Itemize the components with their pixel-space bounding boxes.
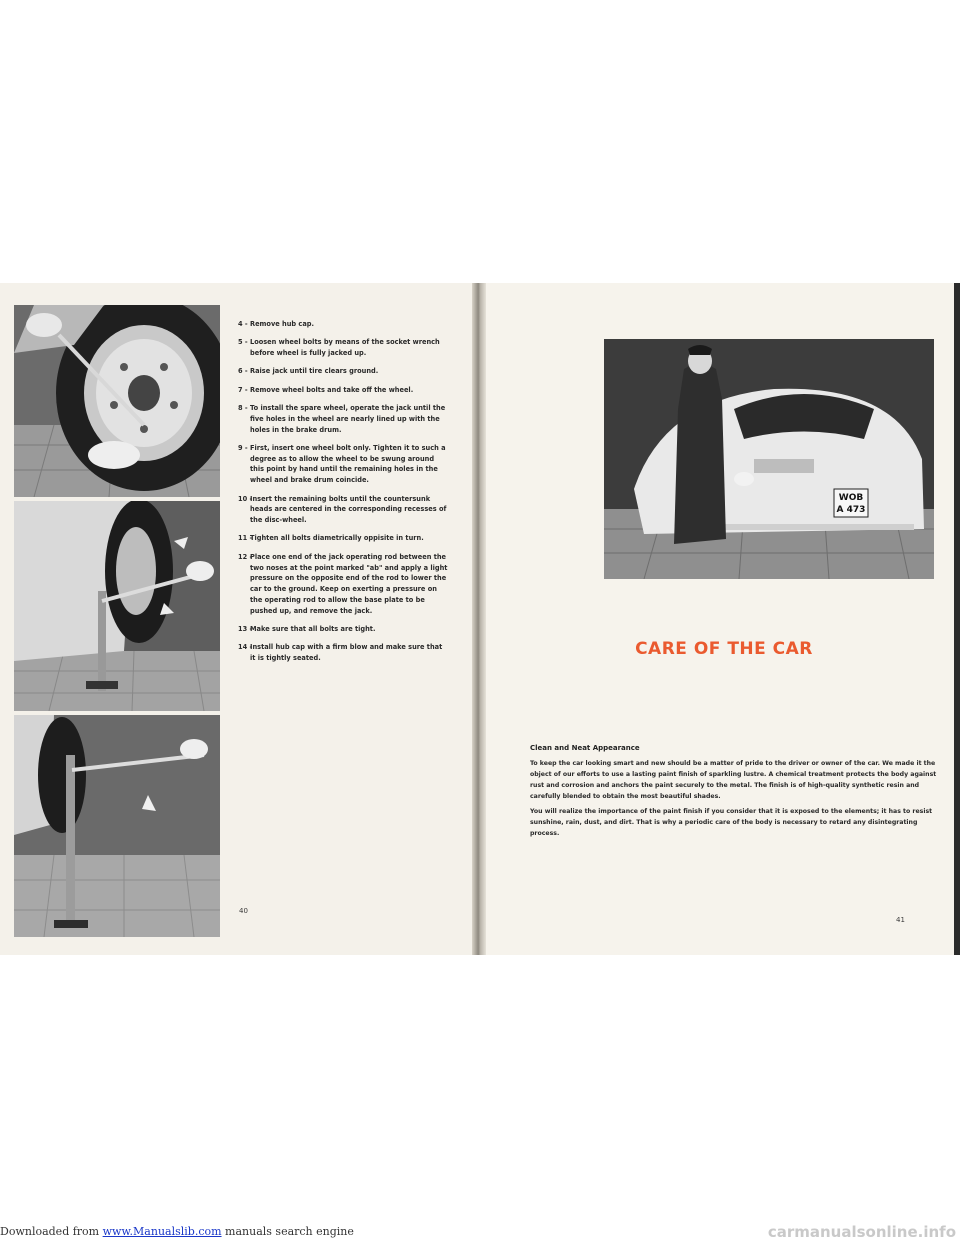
step-number: 10 -	[238, 494, 253, 503]
step-number: 7 -	[238, 385, 248, 394]
hub-cap-illustration	[14, 305, 220, 497]
photo-jack-raise	[14, 501, 220, 711]
step-number: 11 -	[238, 534, 253, 543]
step-number: 5 -	[238, 338, 248, 347]
footer-suffix: manuals search engine	[221, 1225, 354, 1238]
step-number: 13 -	[238, 625, 253, 634]
step-14	[238, 642, 448, 664]
step-9	[238, 443, 448, 486]
photo-jack-lower	[14, 715, 220, 937]
section-title: CARE OF THE CAR	[635, 639, 813, 659]
step-6	[238, 366, 448, 377]
watermark-brand: carmanualsonline.info	[767, 1223, 956, 1241]
step-12	[238, 552, 448, 617]
photo-hub-cap	[14, 305, 220, 497]
step-text: Make sure that all bolts are tight.	[250, 625, 376, 634]
step-11	[238, 533, 448, 544]
paragraph-2: You will realize the importance of the paint finish if you consider that it is exposed to the elements; it has to resist sunshine, rain, dust, and dirt. That is why a periodic care of the body is necessary to retard any disintegrating process.	[530, 808, 933, 837]
download-footer	[0, 1222, 960, 1242]
step-text: Remove wheel bolts and take off the wheel.	[250, 385, 414, 394]
left-page	[0, 283, 478, 955]
right-page	[478, 283, 960, 955]
step-5	[238, 337, 448, 359]
page-number-left: 40	[239, 907, 248, 915]
step-text: Place one end of the jack operating rod between the two noses at the point marked "ab" and apply a light pressure on the opposite end of the rod to lower the car to the ground. Keep on exerting a pressure on the operating rod to allow the base plate to be pushed up, and remove the jack.	[250, 552, 448, 615]
jack-illustration	[14, 501, 220, 711]
step-text: Install hub cap with a firm blow and make sure that it is tightly seated.	[250, 643, 443, 663]
manualslib-link[interactable]: www.Manualslib.com	[102, 1225, 222, 1238]
step-text: To install the spare wheel, operate the jack until the five holes in the wheel are nearly lined up with the holes in the brake drum.	[250, 403, 446, 434]
car-illustration	[604, 339, 934, 579]
paragraph-1: To keep the car looking smart and new should be a matter of pride to the driver or owner of the car. We made it the object of our efforts to use a lasting paint finish of sparkling lustre. A chemical treatment protects the body against rust and corrosion and anchors the paint securely to the metal. The finish is of high-quality synthetic resin and carefully blended to obtain the most beautiful shades.	[530, 760, 937, 800]
care-section-body	[530, 743, 938, 843]
step-7	[238, 385, 448, 396]
step-10	[238, 494, 448, 526]
instruction-steps	[238, 319, 448, 671]
step-text: Loosen wheel bolts by means of the socket wrench before wheel is fully jacked up.	[250, 338, 440, 358]
page-number-right: 41	[896, 916, 905, 924]
step-text: Insert the remaining bolts until the countersunk heads are centered in the corresponding recesses of the disc-wheel.	[250, 494, 447, 525]
step-number: 12 -	[238, 552, 253, 561]
step-number: 6 -	[238, 367, 248, 376]
step-text: Tighten all bolts diametrically oppisite in turn.	[250, 534, 424, 543]
step-8	[238, 403, 448, 435]
step-text: First, insert one wheel bolt only. Tighten it to such a degree as to allow the wheel to be swung around this point by hand until the remaining holes in the wheel and brake drum coincide.	[250, 443, 446, 485]
jack-lower-illustration	[14, 715, 220, 937]
step-13	[238, 624, 448, 635]
step-number: 14 -	[238, 643, 253, 652]
step-text: Raise jack until tire clears ground.	[250, 367, 379, 376]
step-text: Remove hub cap.	[250, 320, 315, 328]
page-edge	[954, 283, 960, 955]
book-gutter	[472, 283, 486, 955]
step-number: 4 -	[238, 320, 248, 328]
step-4	[238, 319, 448, 330]
photo-car-polish	[604, 339, 934, 579]
license-plate-line1: WOB	[838, 493, 864, 503]
section-heading: Clean and Neat Appearance	[530, 744, 640, 752]
footer-text	[0, 1222, 354, 1242]
license-plate-line2: A 473	[836, 505, 866, 515]
step-number: 8 -	[238, 403, 248, 412]
step-number: 9 -	[238, 443, 248, 452]
footer-prefix: Downloaded from	[0, 1225, 103, 1238]
book-spread	[0, 283, 960, 955]
